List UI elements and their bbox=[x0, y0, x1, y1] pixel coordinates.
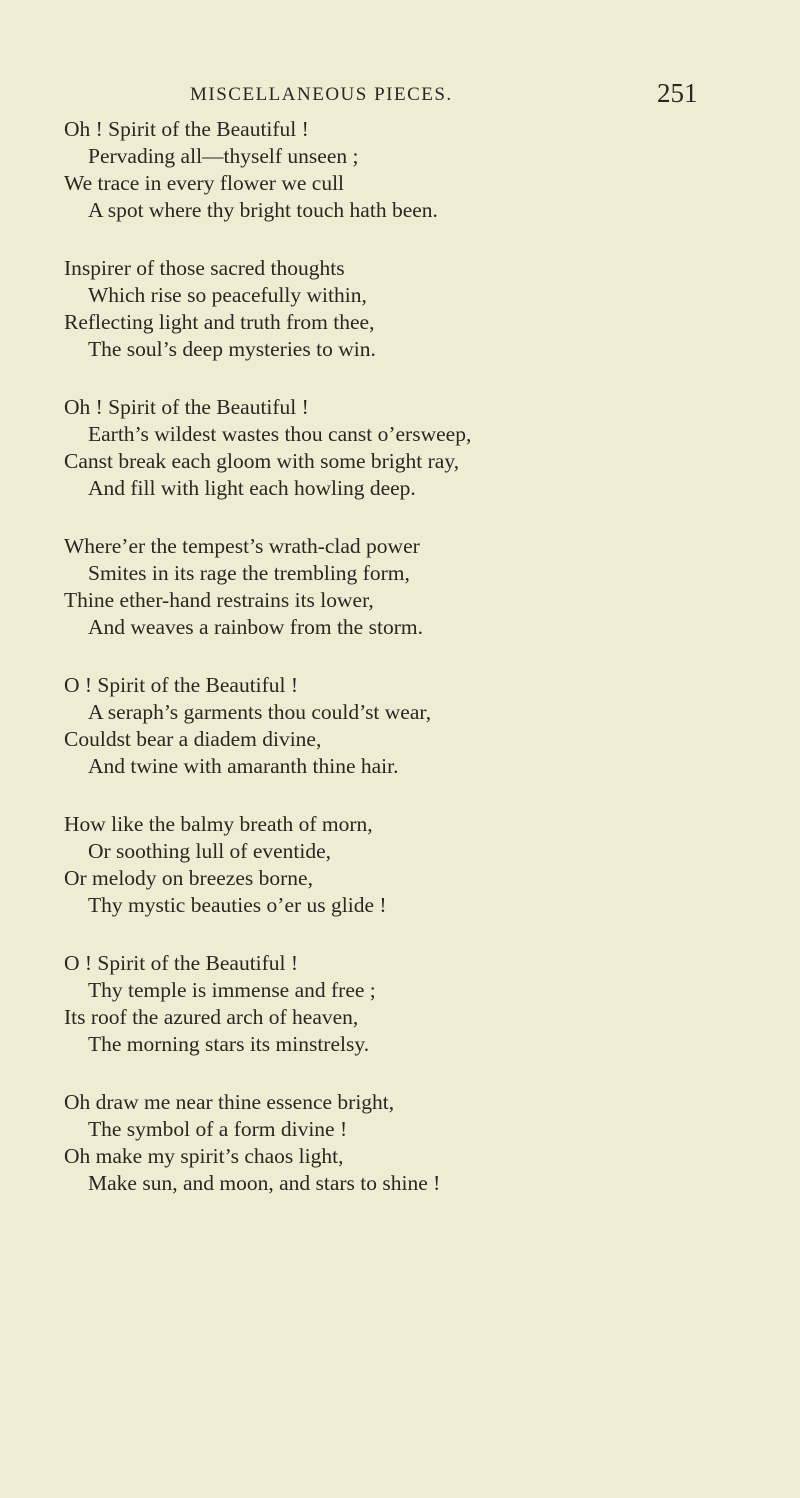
poem-line: O ! Spirit of the Beautiful ! bbox=[64, 673, 299, 697]
poem-line: How like the balmy breath of morn, bbox=[64, 812, 373, 836]
poem-line: Pervading all—thyself unseen ; bbox=[88, 144, 359, 168]
poem-line: And weaves a rainbow from the storm. bbox=[88, 615, 423, 639]
poem-line: Reflecting light and truth from thee, bbox=[64, 310, 375, 334]
page-number: 251 bbox=[657, 78, 698, 108]
poem-line: Thy mystic beauties o’er us glide ! bbox=[88, 893, 387, 917]
poem-line: The soul’s deep mysteries to win. bbox=[88, 337, 376, 361]
poem-line: Its roof the azured arch of heaven, bbox=[64, 1005, 359, 1029]
running-head: MISCELLANEOUS PIECES. bbox=[190, 84, 453, 105]
poem-line: Oh draw me near thine essence bright, bbox=[64, 1090, 395, 1114]
page-header bbox=[0, 78, 800, 118]
poem-line: O ! Spirit of the Beautiful ! bbox=[64, 951, 299, 975]
poem-line: Canst break each gloom with some bright ray, bbox=[64, 449, 460, 473]
poem-line: And fill with light each howling deep. bbox=[88, 476, 416, 500]
poem-line: Smites in its rage the trembling form, bbox=[88, 561, 410, 585]
poem-line: A seraph’s garments thou could’st wear, bbox=[88, 700, 432, 724]
poem-line: Or soothing lull of eventide, bbox=[88, 839, 332, 863]
poem-line: Thine ether-hand restrains its lower, bbox=[64, 588, 374, 612]
poem-line: Earth’s wildest wastes thou canst o’ersweep, bbox=[88, 422, 472, 446]
poem-line: Thy temple is immense and free ; bbox=[88, 978, 376, 1002]
poem-line: Where’er the tempest’s wrath-clad power bbox=[64, 534, 420, 558]
poem-line: Oh make my spirit’s chaos light, bbox=[64, 1144, 344, 1168]
poem-line: We trace in every flower we cull bbox=[64, 171, 345, 195]
poem-line: Oh ! Spirit of the Beautiful ! bbox=[64, 395, 309, 419]
poem-line: The symbol of a form divine ! bbox=[88, 1117, 348, 1141]
poem-line: Inspirer of those sacred thoughts bbox=[64, 256, 345, 280]
poem-line: Couldst bear a diadem divine, bbox=[64, 727, 322, 751]
poem-line: Which rise so peacefully within, bbox=[88, 283, 367, 307]
poem-line: Or melody on breezes borne, bbox=[64, 866, 313, 890]
poem-line: The morning stars its minstrelsy. bbox=[88, 1032, 370, 1056]
poem-line: Make sun, and moon, and stars to shine ! bbox=[88, 1171, 441, 1195]
poem-line: And twine with amaranth thine hair. bbox=[88, 754, 399, 778]
poem-line: A spot where thy bright touch hath been. bbox=[88, 198, 438, 222]
poem-line: Oh ! Spirit of the Beautiful ! bbox=[64, 117, 309, 141]
